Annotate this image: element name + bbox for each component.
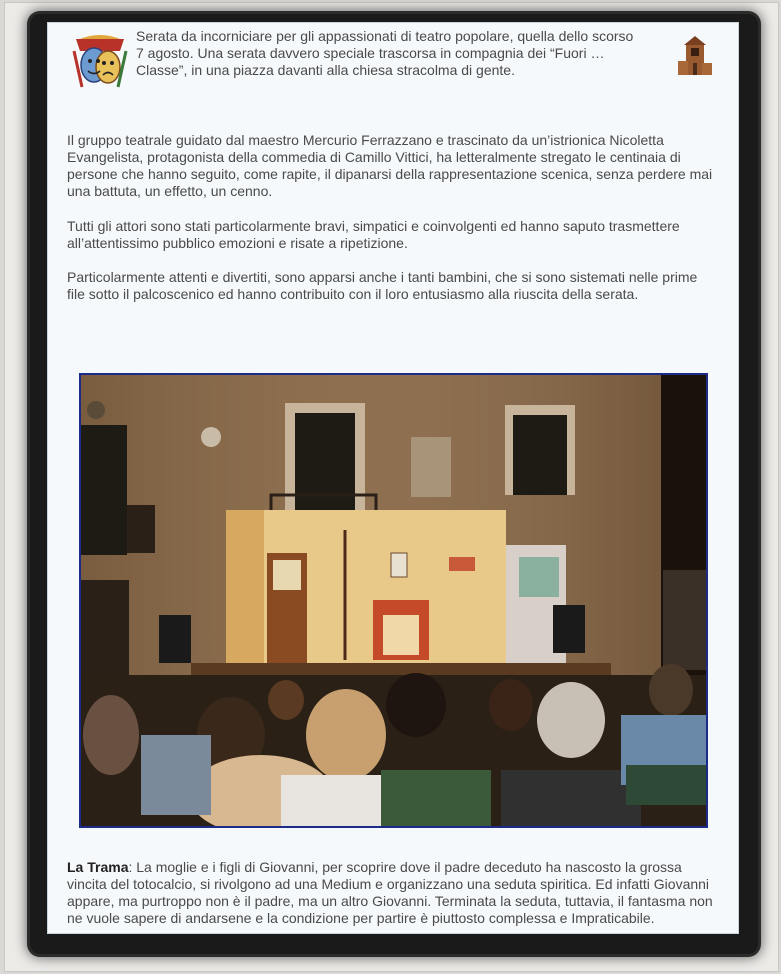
- intro-text: Serata da incorniciare per gli appassionati di teatro popolare, quella dello scorso 7 agosto. Una serata davvero speciale trascorsa in compagnia dei “Fuori …Classe”, in una piazza davanti alla chiesa stracolma di gente.: [136, 28, 634, 78]
- plot-text: : La moglie e i figli di Giovanni, per scoprire dove il padre deceduto ha nascosto la grossa vincita del totocalcio, si rivolgono ad una Medium e organizzano una seduta spiritica. Ed infatti Giovanni appare, ma purtroppo non è il padre, ma un altro Giovanni. Terminata la seduta, tuttavia, il fantasma non ne vuole sapere di andarsene e la condizione per partire è piuttosto complessa e Impraticabile.: [67, 859, 713, 926]
- paragraph-3: Particolarmente attenti e divertiti, sono apparsi anche i tanti bambini, che si sono sistemati nelle prime file sotto il palcoscenico ed hanno contribuito con il loro entusiasmo alla riuscita della serata.: [67, 269, 698, 302]
- theatre-performance-photo: [79, 373, 708, 828]
- plot-label: La Trama: [67, 859, 129, 875]
- bell-tower-icon: [676, 35, 714, 75]
- paragraph-2: Tutti gli attori sono stati particolarmente bravi, simpatici e coinvolgenti ed hanno saputo trasmettere all’attentissimo pubblico emozioni e risate a ripetizione.: [67, 218, 680, 251]
- theatre-masks-logo: [70, 31, 130, 89]
- plot-paragraph: [67, 859, 717, 927]
- paragraph-1: Il gruppo teatrale guidato dal maestro Mercurio Ferrazzano e trascinato da un’istrionica Nicoletta Evangelista, protagonista della commedia di Camillo Vittici, ha letteralmente stregato le centinaia di persone che hanno seguito, come rapite, il dipanarsi della rappresentazione scenica, senza perdere mai una battuta, un effetto, un cenno.: [67, 132, 713, 199]
- article-page: [47, 22, 739, 934]
